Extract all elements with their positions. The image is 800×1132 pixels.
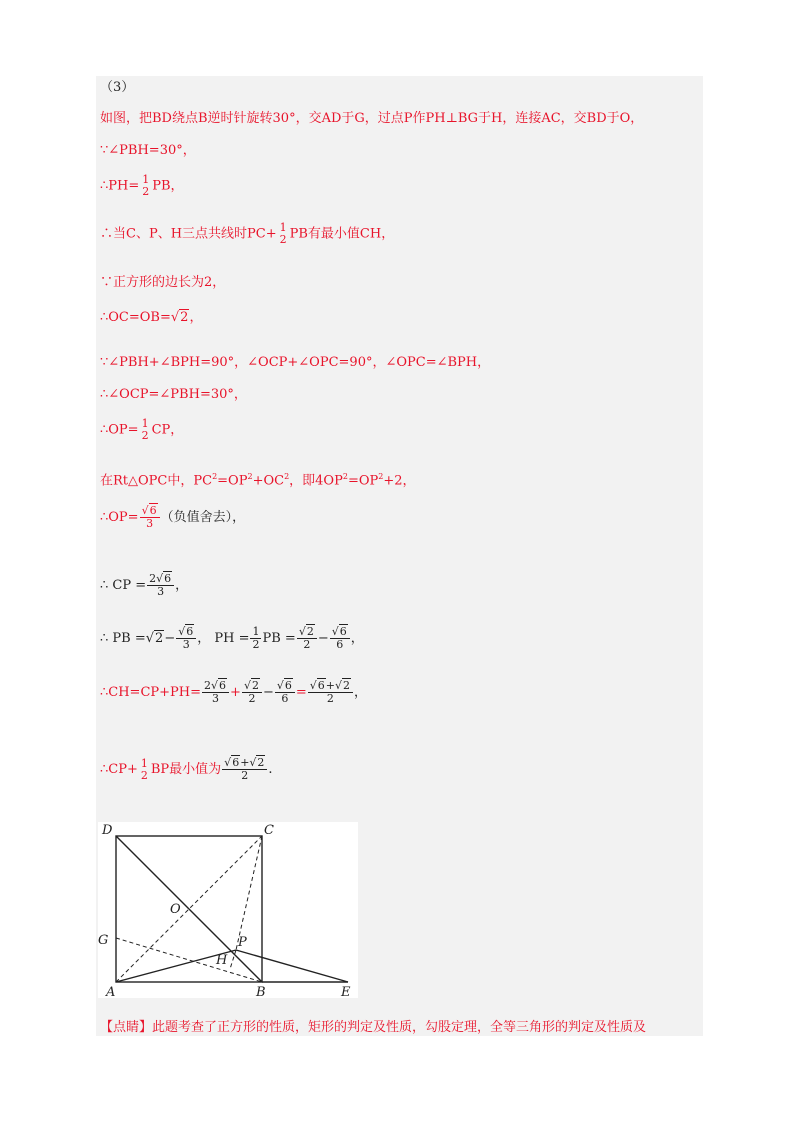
min-value-line: ∴CP+ 1 2 BP最小值为 $\frac{√6+√2}{2}$ . bbox=[100, 756, 273, 782]
figure-background bbox=[98, 822, 358, 998]
ch-value-line: ∴CH=CP+PH= $\frac{2√6}{3}$ + $\frac{√2}{2}$ − $\frac{√6}{6}$ = $\frac{√6+√2}{2}$ ， bbox=[100, 679, 368, 705]
ph-half-pb-line: ∴PH= 1 2 PB， bbox=[100, 173, 184, 198]
comment-line: 【点睛】此题考查了正方形的性质，矩形的判定及性质，勾股定理，全等三角形的判定及性质及 bbox=[100, 1020, 647, 1035]
pb-value-line: ∴ PB =√2− $\frac{√6}{3}$ ， PH = $\frac{1}{2}$ PB = $\frac{√2}{2}$ − $\frac{√6}{6}$ ， bbox=[100, 625, 364, 651]
sqrt: √2 bbox=[170, 310, 189, 325]
geometry-figure bbox=[98, 822, 358, 998]
collinear-line: ∴当C、P、H三点共线时PC+ 1 2 PB有最小值CH， bbox=[100, 221, 395, 246]
label-g: G bbox=[98, 933, 109, 948]
ocp-30-line: ∴∠OCP=∠PBH=30°， bbox=[100, 387, 247, 402]
intro-line: 如图，把BD绕点B逆时针旋转30°，交AD于G，过点P作PH⊥BG于H，连接AC，交BD于O， bbox=[100, 111, 644, 126]
pythag-line: 在Rt△OPC中，$PC^2=OP^2+OC^2$，即$4OP^2=OP^2+2$， bbox=[100, 472, 416, 489]
label-c: C bbox=[264, 823, 274, 838]
label-p: P bbox=[238, 935, 247, 950]
oc-ob-line: ∴OC=OB=√2， bbox=[100, 310, 203, 325]
part-label: （3） bbox=[100, 80, 135, 95]
fraction: 1 2 bbox=[142, 173, 150, 198]
label-e: E bbox=[341, 985, 351, 998]
cp-value-line: ∴ CP = $\frac{2√6}{3}$ ， bbox=[100, 572, 189, 598]
label-b: B bbox=[256, 985, 266, 998]
angles-line: ∵∠PBH+∠BPH=90°，∠OCP+∠OPC=90°，∠OPC=∠BPH， bbox=[100, 355, 491, 370]
label-a: A bbox=[106, 985, 116, 998]
op-half-cp-line: ∴OP= 1 2 CP， bbox=[100, 417, 184, 442]
label-o: O bbox=[170, 902, 181, 917]
label-h: H bbox=[216, 953, 228, 968]
op-value-line: ∴OP= $\frac{√6}{3}$ （负值舍去）， bbox=[100, 504, 246, 530]
side-length-line: ∵正方形的边长为2， bbox=[100, 275, 226, 290]
label-d: D bbox=[102, 823, 113, 838]
angle-pbh-line: ∵∠PBH=30°， bbox=[100, 143, 196, 158]
